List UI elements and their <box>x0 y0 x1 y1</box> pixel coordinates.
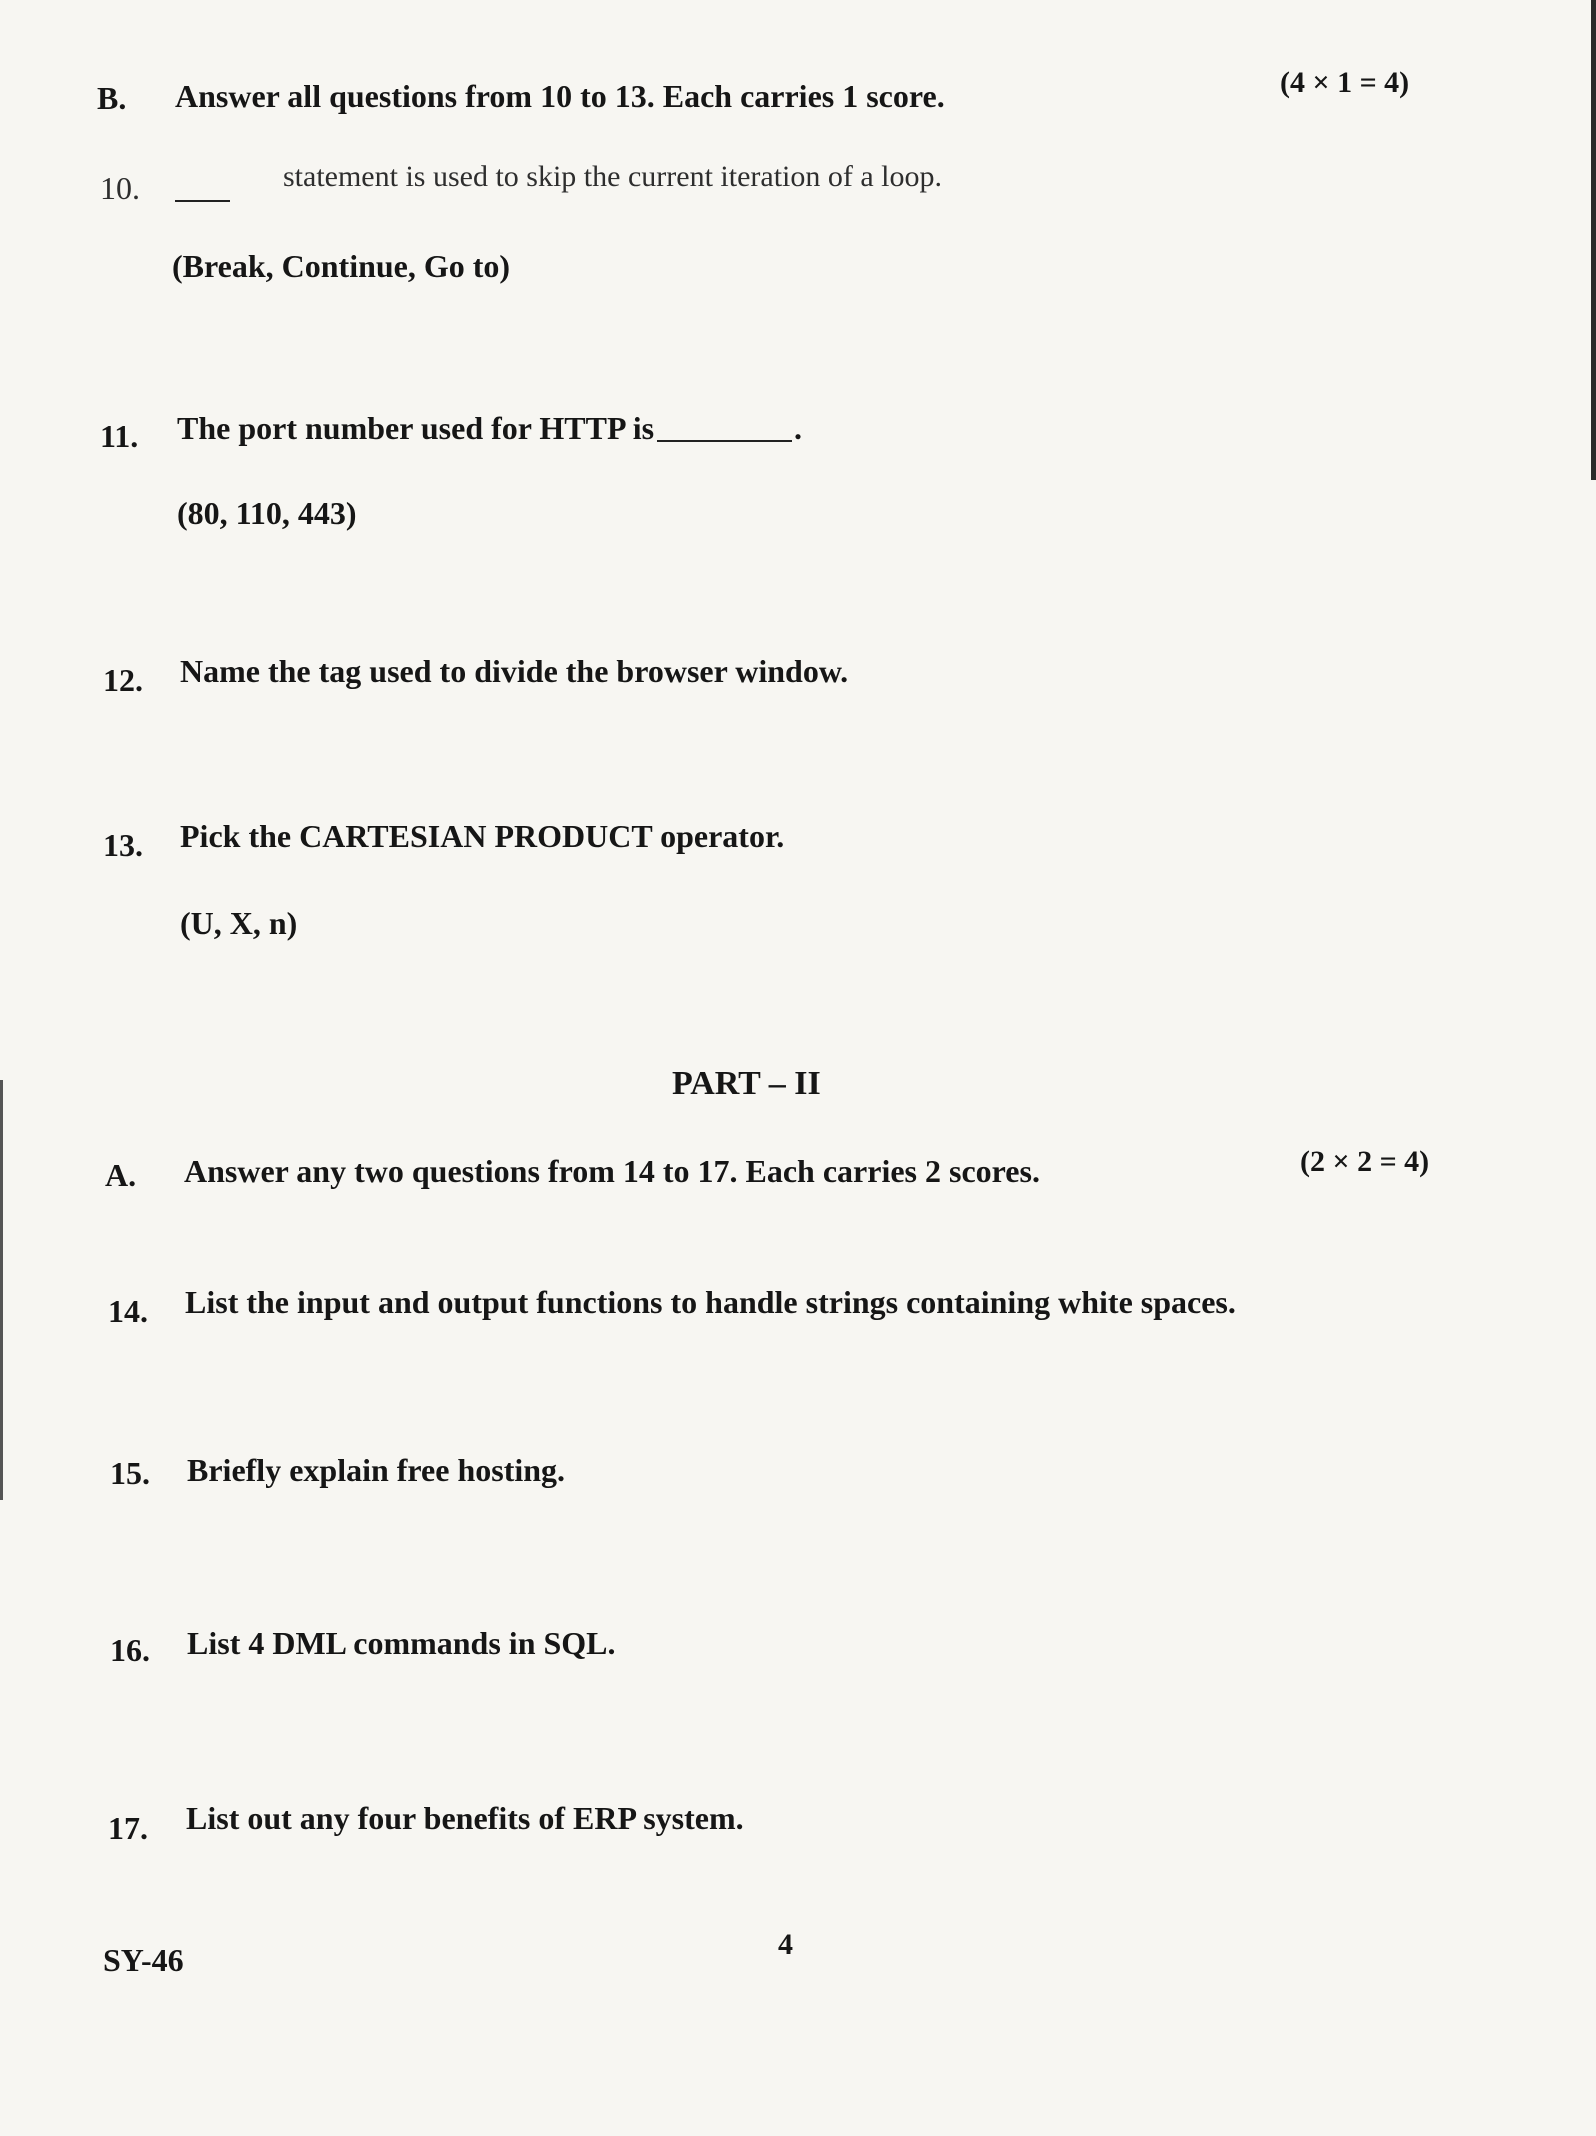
question-15-number: 15. <box>110 1455 150 1491</box>
question-11-text: The port number used for HTTP is <box>177 410 655 446</box>
footer-exam-code: SY-46 <box>103 1942 184 1978</box>
question-11-options: (80, 110, 443) <box>177 495 357 531</box>
question-10-blank <box>175 200 230 202</box>
question-13-number: 13. <box>103 827 143 863</box>
section-a-instruction: Answer any two questions from 14 to 17. Each carries 2 scores. <box>184 1153 1040 1189</box>
question-15-text: Briefly explain free hosting. <box>187 1452 566 1488</box>
part-2-heading: PART – II <box>672 1065 821 1102</box>
question-11-period: . <box>794 410 802 446</box>
question-16-number: 16. <box>110 1632 150 1668</box>
section-a-marks: (2 × 2 = 4) <box>1300 1145 1430 1178</box>
section-b-instruction: Answer all questions from 10 to 13. Each carries 1 score. <box>175 78 945 114</box>
question-17-number: 17. <box>108 1810 148 1846</box>
question-12-text: Name the tag used to divide the browser window. <box>180 653 849 689</box>
question-13-text: Pick the CARTESIAN PRODUCT operator. <box>180 818 785 854</box>
question-13-options: (U, X, n) <box>180 905 298 941</box>
footer-page-number: 4 <box>778 1928 793 1961</box>
section-a-label: A. <box>105 1157 137 1193</box>
question-11-number: 11. <box>100 418 139 454</box>
question-11-blank <box>657 440 792 442</box>
section-b-marks: (4 × 1 = 4) <box>1280 66 1410 99</box>
scan-edge-right <box>1591 0 1596 480</box>
question-10-text: statement is used to skip the current iteration of a loop. <box>283 160 943 193</box>
question-17-text: List out any four benefits of ERP system. <box>186 1800 744 1836</box>
section-b-label: B. <box>97 80 127 116</box>
scan-edge-left <box>0 1080 3 1500</box>
question-16-text: List 4 DML commands in SQL. <box>187 1625 616 1661</box>
question-10-number: 10. <box>100 170 140 206</box>
question-12-number: 12. <box>103 662 143 698</box>
question-14-number: 14. <box>108 1293 148 1329</box>
question-14-text: List the input and output functions to handle strings containing white spaces. <box>185 1284 1236 1320</box>
question-10-options: (Break, Continue, Go to) <box>172 248 511 284</box>
